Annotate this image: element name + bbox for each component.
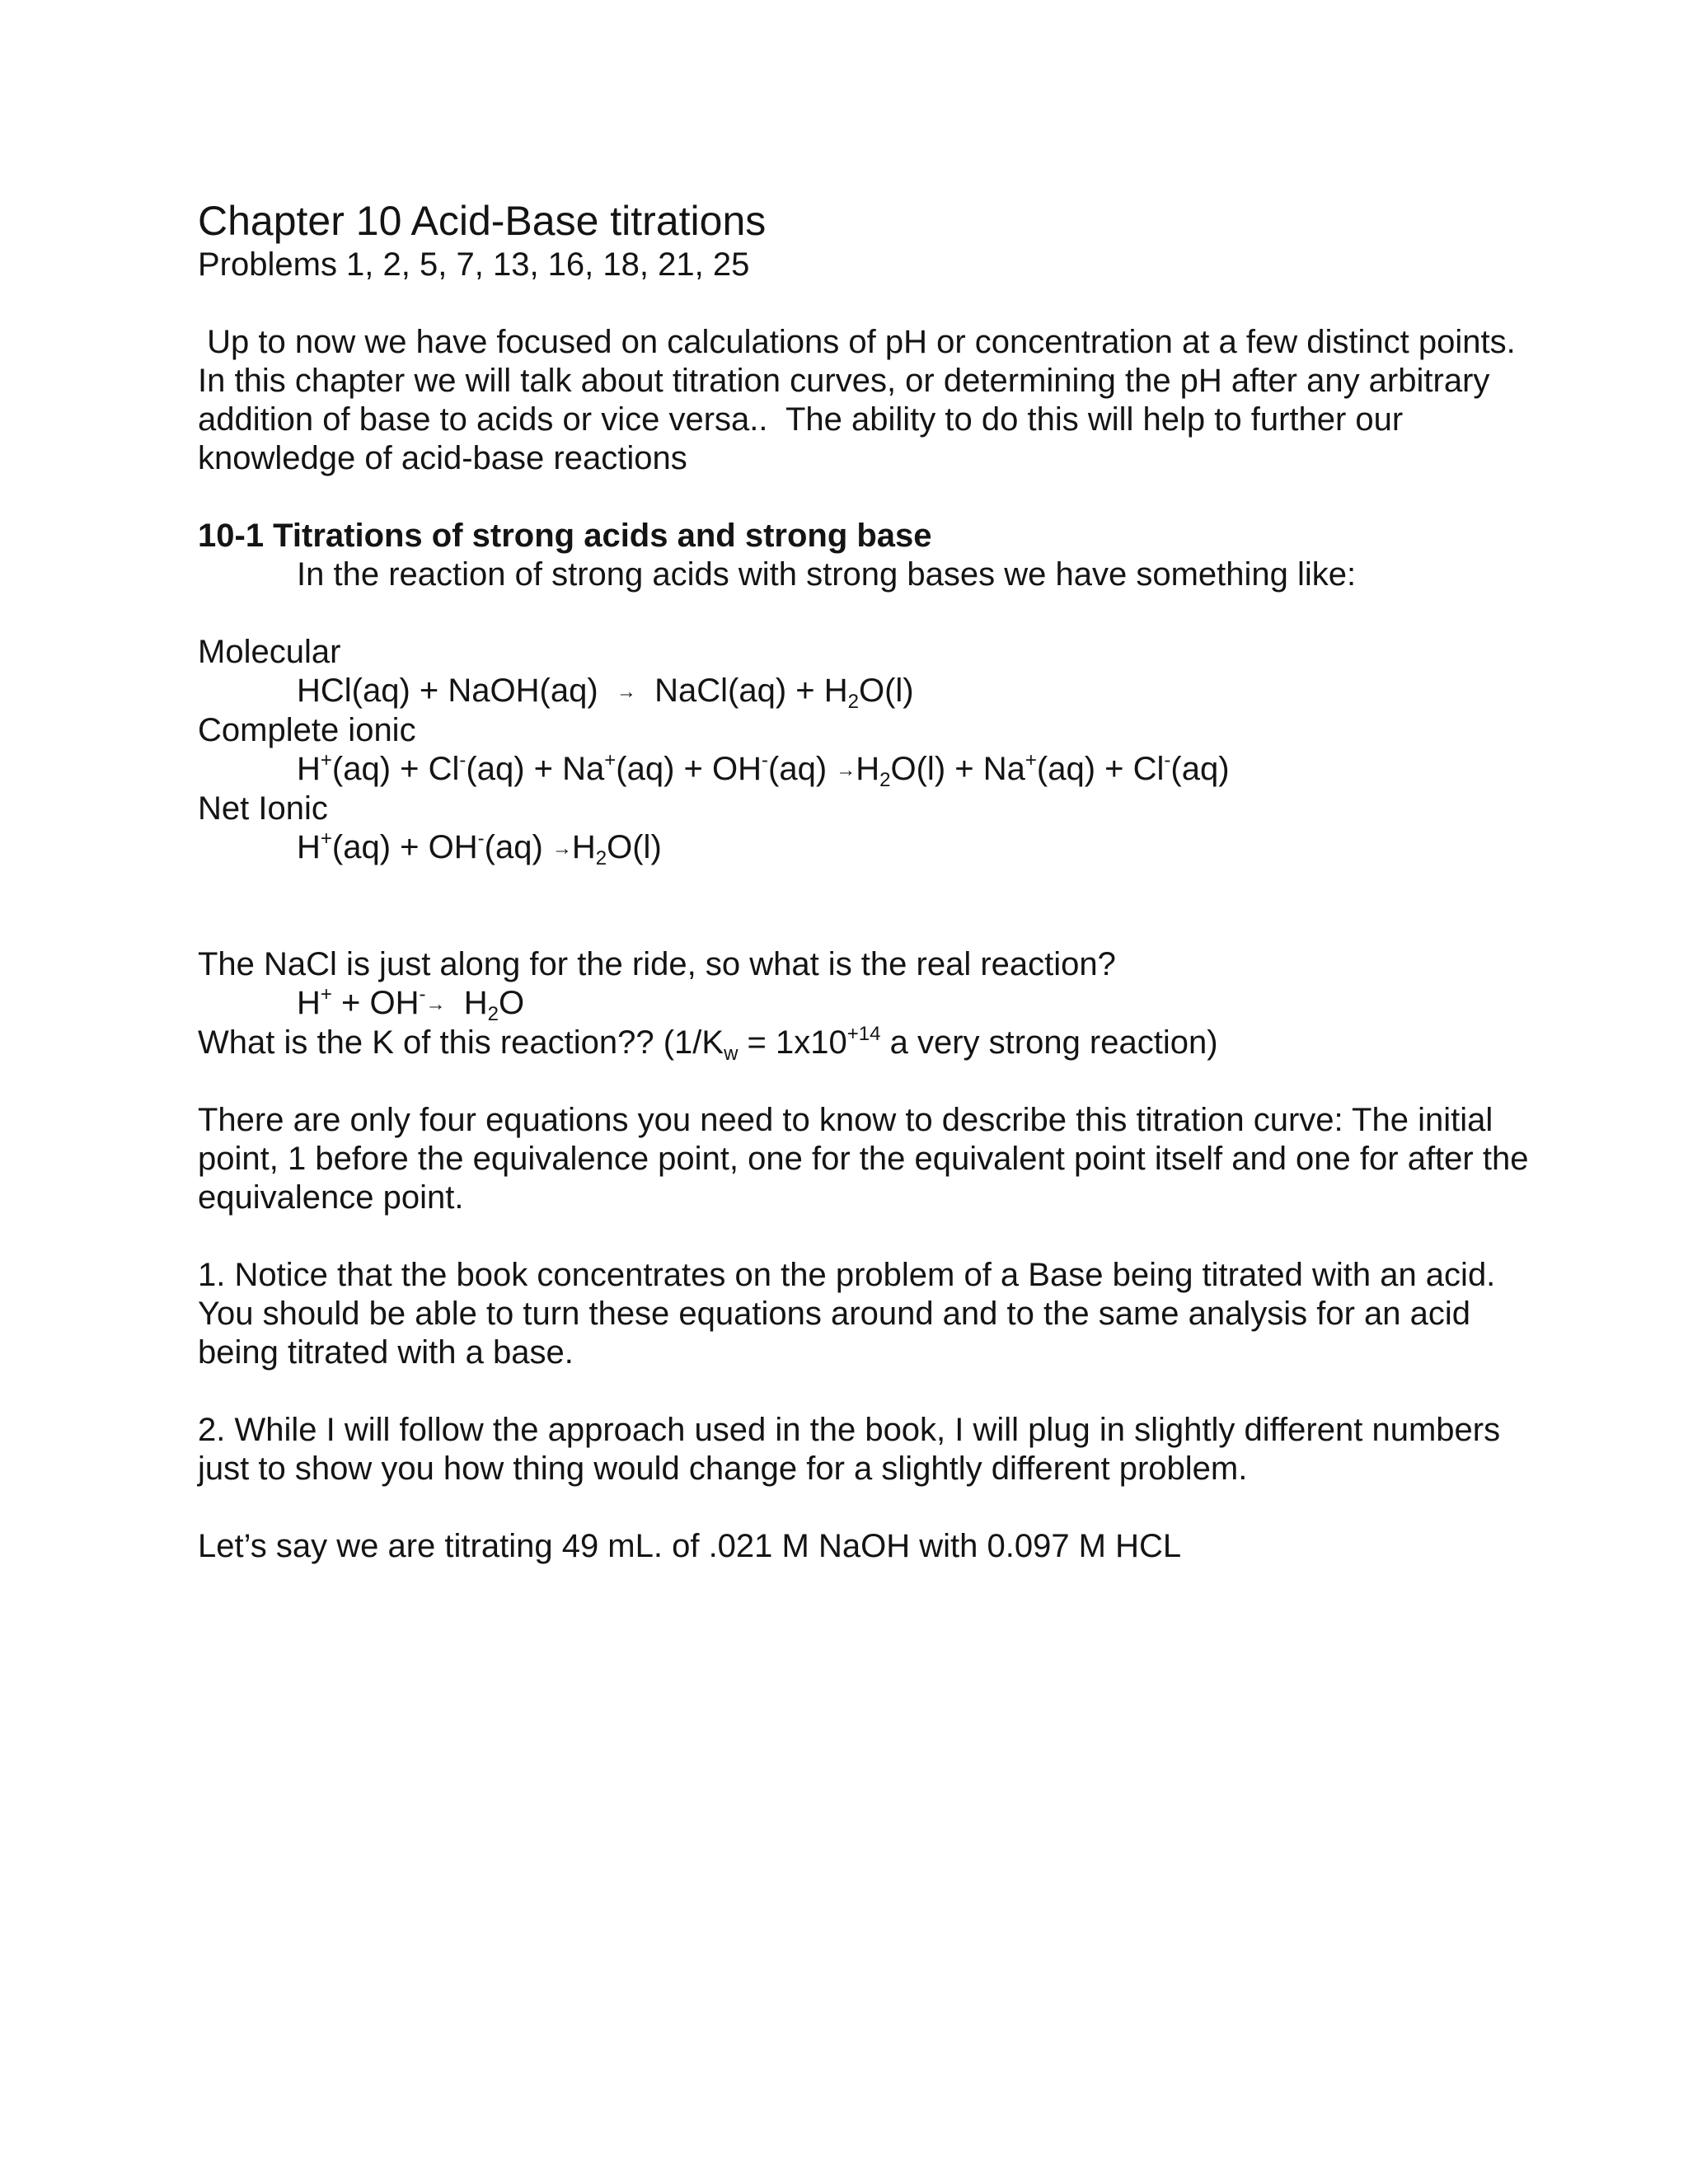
real-reaction-equation: $H^+ + OH^-\to H_2O$ [297,983,525,1025]
section-heading: 10-1 Titrations of strong acids and strong base [198,518,932,554]
note-2: 2. While I will follow the approach used in the book, I will plug in slightly different numbers just to show you how thing would change for a slightly different problem. [198,1412,1501,1487]
molecular-label: Molecular [198,634,341,670]
four-equations-paragraph: There are only four equations you need to know to describe this titration curve: The initial point, 1 before the equivalence point, one for the equivalent point itself and one for after the equivalence point. [198,1102,1529,1216]
complete-ionic-equation: $H^+(aq) + Cl^-(aq) + Na^+(aq) + OH^-(aq) \to H_2O(l) + Na^+(aq) + Cl^-(aq)$ [297,749,1230,791]
complete-ionic-label: Complete ionic [198,712,416,748]
nacl-question: The NaCl is just along for the ride, so what is the real reaction? [198,946,1116,982]
k-question: What is the K of this reaction?? ($1/K_w = 1x10^{+14}$ a very strong reaction) [198,1023,1218,1065]
document-page [198,196,1550,1566]
note-1: 1. Notice that the book concentrates on the problem of a Base being titrated with an acid. You should be able to turn these equations around and to the same analysis for an acid being titrated with a base. [198,1257,1496,1371]
problems-list: Problems 1, 2, 5, 7, 13, 16, 18, 21, 25 [198,246,750,283]
page-title: Chapter 10 Acid-Base titrations [198,198,767,244]
molecular-equation: HCl(aq) + NaOH(aq) → NaCl(aq) + $H_2O(l)$ [297,673,914,713]
net-ionic-equation: $H^+(aq) + OH^-(aq) \to H_2O(l)$ [297,827,662,869]
intro-paragraph: Up to now we have focused on calculations of pH or concentration at a few distinct points. In this chapter we will talk about titration curves, or determining the pH after any arbitrary addition of base to acids or vice versa.. The ability to do this will help to further our knowledge of acid-base reactions [198,324,1534,476]
section-lead: In the reaction of strong acids with strong bases we have something like: [297,556,1357,593]
titration-setup: Let’s say we are titrating 49 mL. of .021 M NaOH with 0.097 M HCL [198,1528,1182,1564]
net-ionic-label: Net Ionic [198,790,328,827]
